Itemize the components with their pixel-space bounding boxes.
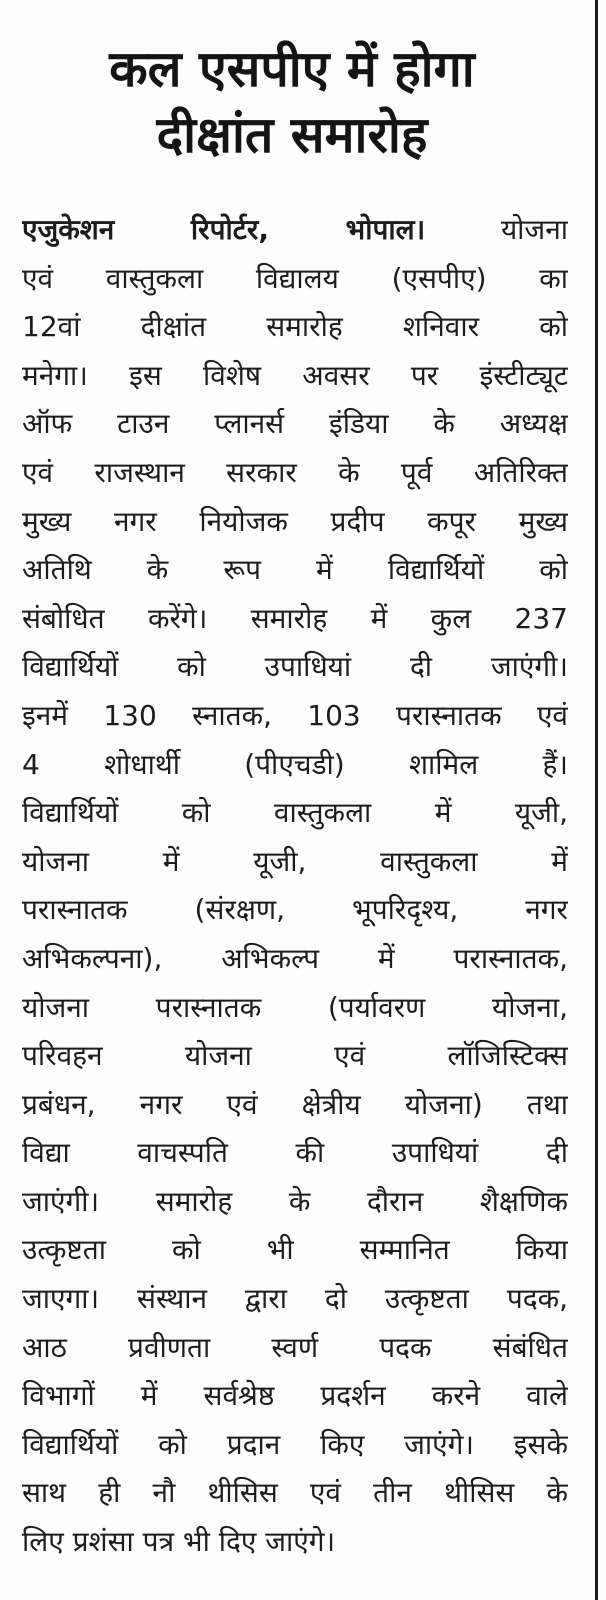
story-line: 12वां दीक्षांत समारोह शनिवार को [22, 310, 568, 344]
story-line: योजना परास्नातक (पर्यावरण योजना, [22, 990, 568, 1024]
story-line: परास्नातक (संरक्षण, भूपरिदृश्य, नगर [22, 893, 568, 927]
story-line: जाएंगी। समारोह के दौरान शैक्षणिक [22, 1184, 568, 1218]
story-line: आठ प्रवीणता स्वर्ण पदक संबंधित [22, 1330, 568, 1364]
headline-line-1: कल एसपीए में होगा [109, 40, 475, 98]
story-line: 4 शोधार्थी (पीएचडी) शामिल हैं। [22, 747, 568, 781]
headline-line-2: दीक्षांत समारोह [156, 106, 428, 164]
story-line: विद्यार्थियों को वास्तुकला में यूजी, [22, 796, 568, 830]
story-line: उत्कृष्टता को भी सम्मानित किया [22, 1233, 568, 1267]
story-line: मुख्य नगर नियोजक प्रदीप कपूर मुख्य [22, 504, 568, 538]
dateline: एजुकेशन रिपोर्टर, भोपाल। [22, 213, 426, 246]
story-line: संबोधित करेंगे। समारोह में कुल 237 [22, 601, 568, 635]
story-line: अभिकल्पना), अभिकल्प में परास्नातक, [22, 941, 568, 975]
story-line: जाएगा। संस्थान द्वारा दो उत्कृष्टता पदक, [22, 1282, 568, 1316]
story-line: ऑफ टाउन प्लानर्स इंडिया के अध्यक्ष [22, 407, 568, 441]
story-line: योजना में यूजी, वास्तुकला में [22, 844, 568, 878]
column-rule [595, 0, 598, 1600]
story-line: लिए प्रशंसा पत्र भी दिए जाएंगे। [22, 1525, 336, 1559]
story-line: एवं राजस्थान सरकार के पूर्व अतिरिक्त [22, 455, 568, 489]
story-line [22, 206, 568, 255]
story-line-text: योजना [500, 213, 568, 246]
story-line: अतिथि के रूप में विद्यार्थियों को [22, 553, 568, 587]
story-line: विद्या वाचस्पति की उपाधियां दी [22, 1136, 568, 1170]
story-line: विद्यार्थियों को उपाधियां दी जाएंगी। [22, 650, 568, 684]
story-line: साथ ही नौ थीसिस एवं तीन थीसिस के [22, 1476, 568, 1510]
story-line: इनमें 130 स्नातक, 103 परास्नातक एवं [22, 698, 568, 732]
story-line: प्रबंधन, नगर एवं क्षेत्रीय योजना) तथा [22, 1087, 568, 1121]
story-body [22, 206, 568, 1567]
story-line: परिवहन योजना एवं लॉजिस्टिक्स [22, 1039, 568, 1073]
story-line: विद्यार्थियों को प्रदान किए जाएंगे। इसके [22, 1427, 568, 1461]
headline [14, 36, 570, 168]
story-line: एवं वास्तुकला विद्यालय (एसपीए) का [22, 261, 568, 295]
story-line: विभागों में सर्वश्रेष्ठ प्रदर्शन करने वाले [22, 1379, 568, 1413]
story-line: मनेगा। इस विशेष अवसर पर इंस्टीट्यूट [22, 358, 568, 392]
